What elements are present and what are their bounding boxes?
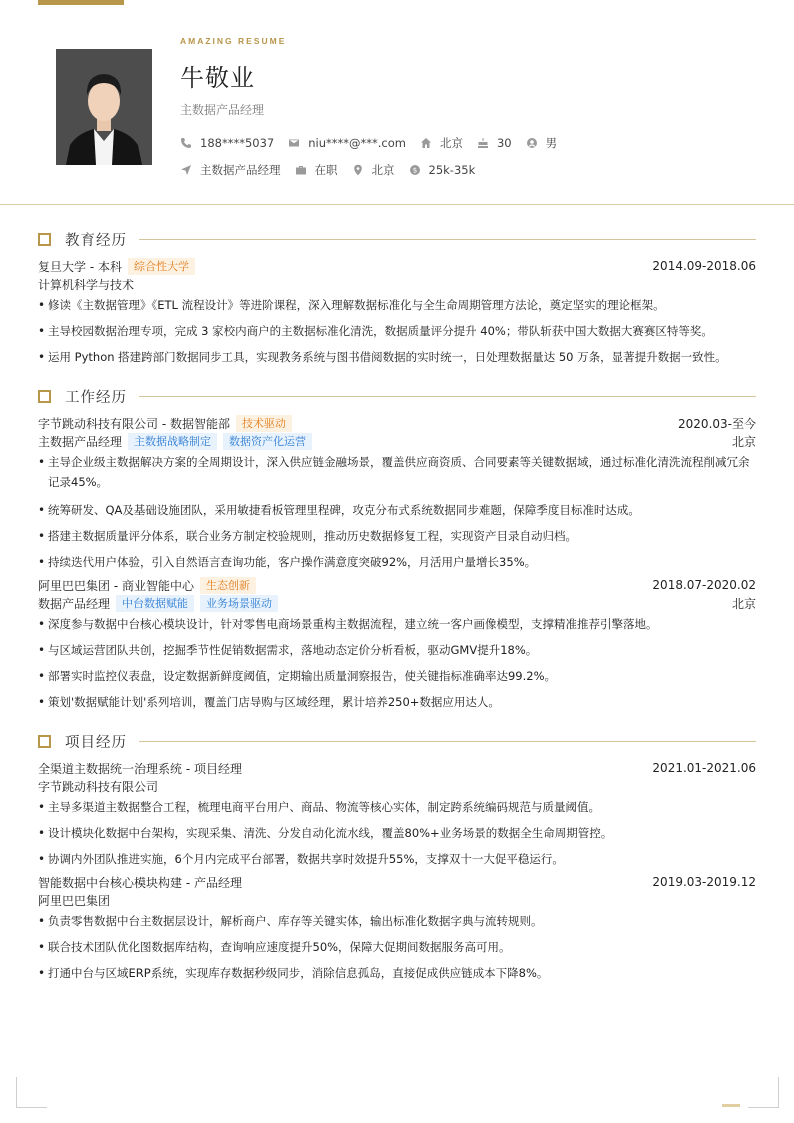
- role-tag: 中台数据赋能: [116, 595, 194, 612]
- role-tag: 主数据战略制定: [128, 433, 217, 450]
- section-education-header: [38, 230, 756, 248]
- company-name: 阿里巴巴集团 - 商业智能中心: [38, 578, 194, 593]
- cake-icon: [477, 137, 489, 149]
- role-tag: 业务场景驱动: [200, 595, 278, 612]
- corner-accent-bar: [722, 1104, 740, 1107]
- intent-status-text: 在职: [314, 163, 338, 177]
- project-org-row: [38, 777, 756, 795]
- candidate-name: 牛敬业: [180, 64, 255, 92]
- profile-photo: [56, 49, 152, 165]
- email-icon: [288, 137, 300, 149]
- work-bullet: • 主导企业级主数据解决方案的全周期设计，深入供应链金融场景，覆盖供应商资质、合同要素等关键数据域，通过标准化清洗流程削减冗余记录45%。: [38, 452, 760, 492]
- school-tag: 综合性大学: [128, 258, 195, 275]
- company-tag: 生态创新: [200, 577, 256, 594]
- header-divider: [0, 204, 794, 205]
- education-bullet: • 运用 Python 搭建跨部门数据同步工具，实现教务系统与图书借阅数据的实时统一，日处理数据量达 50 万条，显著提升数据一致性。: [38, 347, 760, 367]
- major: 计算机科学与技术: [38, 277, 135, 292]
- work-role-row: [38, 594, 756, 612]
- email-text: niu****@***.com: [308, 136, 406, 150]
- corner-decoration-right: [748, 1077, 779, 1108]
- svg-text:$: $: [412, 166, 417, 175]
- intent-position-text: 主数据产品经理: [200, 163, 281, 177]
- intent-position-item: [180, 162, 281, 178]
- phone-item[interactable]: [180, 136, 274, 150]
- section-divider: [139, 239, 756, 240]
- section-title: 工作经历: [65, 389, 127, 406]
- work-role-row: [38, 432, 756, 450]
- education-major-row: [38, 275, 756, 293]
- company-name: 字节跳动科技有限公司 - 数据智能部: [38, 416, 230, 431]
- project-bullet: • 负责零售数据中台主数据层设计，解析商户、库存等关键实体，输出标准化数据字典与流转规则。: [38, 911, 760, 931]
- phone-text: 188****5037: [200, 136, 275, 150]
- project-org: 阿里巴巴集团: [38, 893, 111, 908]
- corner-decoration-left: [16, 1077, 47, 1108]
- tagline: AMAZING RESUME: [180, 36, 287, 46]
- education-bullet: • 主导校园数据治理专项，完成 3 家校内商户的主数据标准化清洗，数据质量评分提升 40%；带队斩获中国大数据大赛赛区特等奖。: [38, 321, 760, 341]
- age-item: [477, 136, 512, 150]
- location-pin-icon: [352, 164, 364, 176]
- work-bullet: • 搭建主数据质量评分体系，联合业务方制定校验规则，推动历史数据修复工程，实现资产目录自动归档。: [38, 526, 760, 546]
- section-work-header: [38, 387, 756, 405]
- home-icon: [420, 137, 432, 149]
- gender-text: 男: [545, 136, 558, 150]
- work-city: 北京: [731, 596, 756, 611]
- project-bullet: • 联合技术团队优化图数据库结构，查询响应速度提升50%，保障大促期间数据服务高可用。: [38, 937, 760, 957]
- section-square-icon: [38, 233, 51, 246]
- project-name: 全渠道主数据统一治理系统 - 项目经理: [38, 761, 242, 776]
- section-square-icon: [38, 735, 51, 748]
- send-icon: [180, 164, 192, 176]
- education-bullet: • 修读《主数据管理》《ETL 流程设计》等进阶课程，深入理解数据标准化与全生命周期管理方法论，奠定坚实的理论框架。: [38, 295, 760, 315]
- job-intent-row: [180, 162, 489, 178]
- project-bullet: • 主导多渠道主数据整合工程，梳理电商平台用户、商品、物流等核心实体，制定跨系统编码规范与质量阈值。: [38, 797, 760, 817]
- role-tag: 数据资产化运营: [223, 433, 312, 450]
- project-name: 智能数据中台核心模块构建 - 产品经理: [38, 875, 242, 890]
- money-icon: [409, 164, 421, 176]
- section-square-icon: [38, 390, 51, 403]
- section-title: 教育经历: [65, 232, 127, 249]
- intent-salary-item: [409, 163, 476, 177]
- city-item: [420, 135, 463, 151]
- resume-header: [0, 0, 794, 205]
- role-name: 主数据产品经理: [38, 434, 123, 449]
- project-period: 2019.03-2019.12: [652, 875, 756, 889]
- work-bullet: • 与区域运营团队共创，挖掘季节性促销数据需求，落地动态定价分析看板，驱动GMV提升18%。: [38, 640, 760, 660]
- project-org: 字节跳动科技有限公司: [38, 779, 159, 794]
- work-entry-header: [38, 576, 756, 594]
- project-bullet: • 设计模块化数据中台架构，实现采集、清洗、分发自动化流水线，覆盖80%+业务场景的数据全生命周期管控。: [38, 823, 760, 843]
- work-bullet: • 部署实时监控仪表盘，设定数据新鲜度阈值，定期输出质量洞察报告，使关键指标准确率达99.2%。: [38, 666, 760, 686]
- work-entry-header: [38, 414, 756, 432]
- age-text: 30: [496, 136, 512, 150]
- work-bullet: • 深度参与数据中台核心模块设计，针对零售电商场景重构主数据流程，建立统一客户画像模型，支撑精准推荐引擎落地。: [38, 614, 760, 634]
- project-period: 2021.01-2021.06: [652, 761, 756, 775]
- user-circle-icon: [526, 137, 538, 149]
- company-tag: 技术驱动: [236, 415, 292, 432]
- job-title: 主数据产品经理: [180, 103, 265, 117]
- section-divider: [139, 741, 756, 742]
- work-city: 北京: [731, 434, 756, 449]
- education-entry-header: [38, 257, 756, 275]
- intent-salary-text: 25k-35k: [428, 163, 476, 177]
- school-name: 复旦大学 - 本科: [38, 259, 122, 274]
- contact-row: [180, 135, 571, 151]
- project-bullet: • 打通中台与区域ERP系统，实现库存数据秒级同步，消除信息孤岛，直接促成供应链成本下降8%。: [38, 963, 760, 983]
- education-period: 2014.09-2018.06: [652, 259, 756, 273]
- city-text: 北京: [439, 136, 463, 150]
- project-entry-header: [38, 873, 756, 891]
- section-divider: [139, 396, 756, 397]
- work-period: 2020.03-至今: [678, 416, 756, 431]
- gender-item: [526, 135, 558, 151]
- work-bullet: • 统筹研发、QA及基础设施团队，采用敏捷看板管理里程碑，攻克分布式系统数据同步难题，保障季度目标准时达成。: [38, 500, 760, 520]
- section-projects-header: [38, 732, 756, 750]
- phone-icon: [180, 137, 192, 149]
- briefcase-icon: [295, 164, 307, 176]
- intent-city-text: 北京: [371, 163, 395, 177]
- role-name: 数据产品经理: [38, 596, 111, 611]
- intent-city-item: [352, 162, 395, 178]
- project-bullet: • 协调内外团队推进实施，6个月内完成平台部署，数据共享时效提升55%，支撑双十一大促平稳运行。: [38, 849, 760, 869]
- work-bullet: • 策划'数据赋能计划'系列培训，覆盖门店导购与区域经理，累计培养250+数据应用达人。: [38, 692, 760, 712]
- work-bullet: • 持续迭代用户体验，引入自然语言查询功能，客户操作满意度突破92%，月活用户量增长35%。: [38, 552, 760, 572]
- intent-status-item: [295, 162, 338, 178]
- project-entry-header: [38, 759, 756, 777]
- email-item[interactable]: [288, 136, 406, 150]
- work-period: 2018.07-2020.02: [652, 578, 756, 592]
- project-org-row: [38, 891, 756, 909]
- section-title: 项目经历: [65, 734, 127, 751]
